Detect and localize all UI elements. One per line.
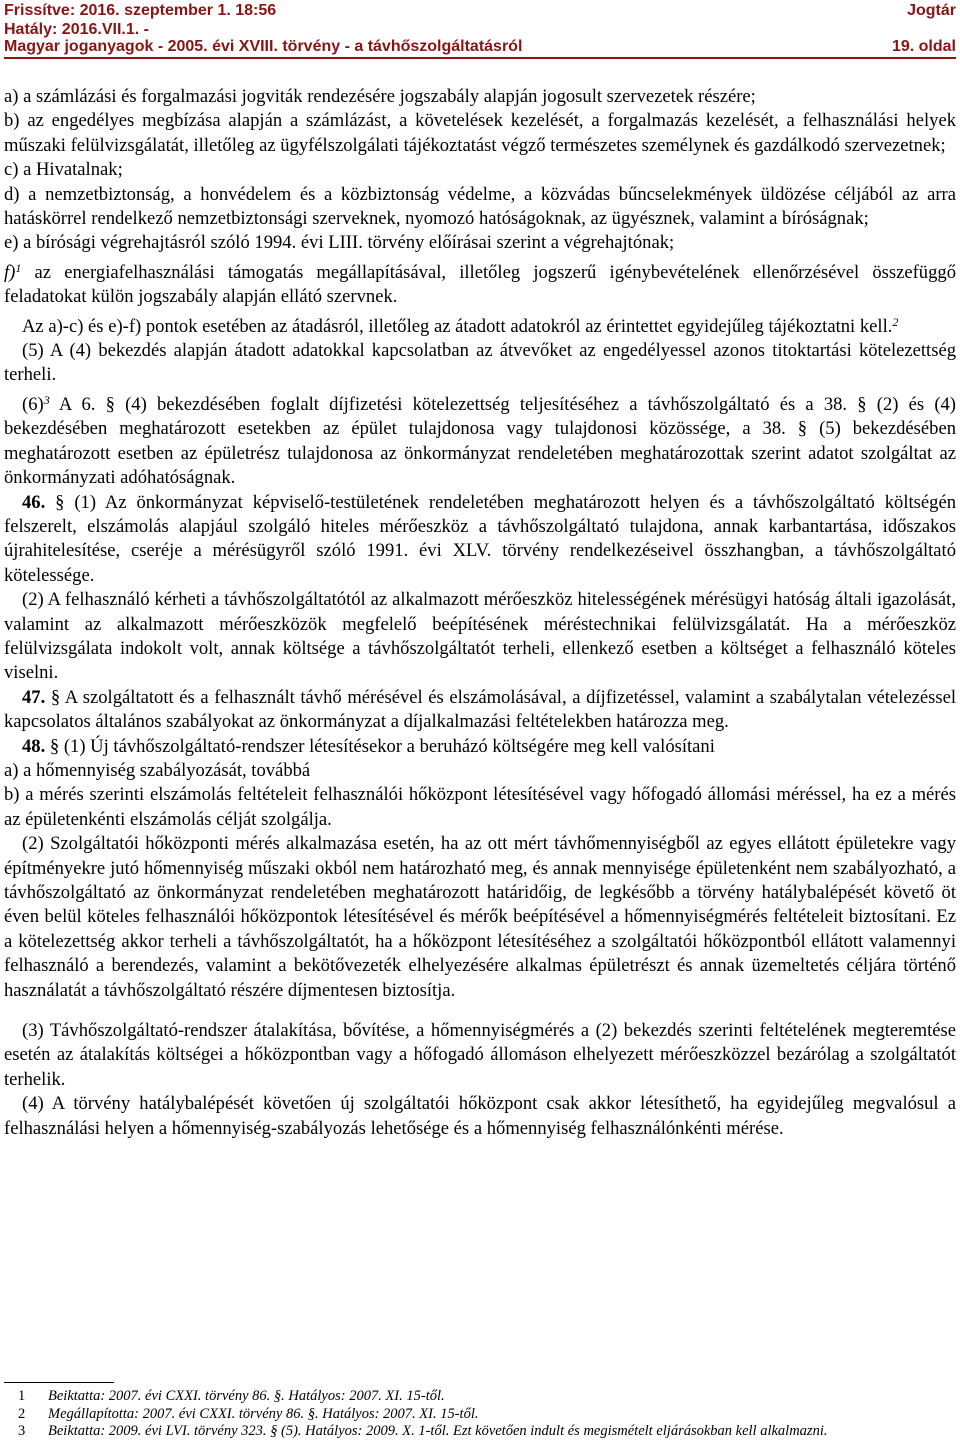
paragraph-f: f)$^1$ az energiafelhasználási támogatás megállapításával, illetőleg jogszerű igénybevételének ellenőrzésével összefüggő feladatokat külön jogszabály alapján ellátó szervnek. — [4, 260, 956, 308]
footnotes — [4, 1388, 956, 1441]
paragraph-a: a) a számlázási és forgalmazási jogviták rendezésére jogszabály alapján jogosult szervezetek részére; — [4, 86, 756, 107]
footnote-item: 1 Beiktatta: 2007. évi CXXI. törvény 86. §. Hatályos: 2007. XI. 15-től. — [18, 1388, 445, 1404]
footnote-item: 3 Beiktatta: 2009. évi LVI. törvény 323. § (5). Hatályos: 2009. X. 1-től. Ezt követően indult és megismételt eljárásokban kell alkalmazni. — [18, 1423, 828, 1439]
section-48-point-a: a) a hőmennyiség szabályozását, továbbá — [4, 759, 311, 781]
section-48-paragraph-3: (3) Távhőszolgáltató-rendszer átalakítása, bővítése, a hőmennyiségmérés a (2) bekezdés szerinti feltételének megteremtése esetén az átalakítás költségei a hőközpontban vagy a hőfogadó állomáson elhelyezett mérőeszközzel bezárólag a szolgáltatót terhelik. — [4, 1020, 956, 1090]
document-body — [4, 85, 956, 1141]
footnote-divider — [4, 1382, 114, 1383]
section-48: 48. § (1) Új távhőszolgáltató-rendszer létesítésekor a beruházó költségére meg kell valósítani — [22, 735, 715, 757]
section-46: 46. § (1) Az önkormányzat képviselő-testületének rendeletében meghatározott helyen és a távhőszolgáltató költségén felszerelt, elszámolás alapjául szolgáló hiteles mérőeszköz a távhőszolgáltató tulajdona, annak karbantartása, időszakos újrahitelesítése, cseréje a mérésügyről szóló 1991. évi XLV. törvény rendelkezéseivel összhangban, a távhőszolgáltató kötelessége. — [4, 491, 956, 586]
paragraph-d: d) a nemzetbiztonság, a honvédelem és a közbiztonság védelme, a közvádas bűncselekmények üldözése céljából az arra hatáskörrel rendelkező nemzetbiztonsági szerveknek, nyomozó hatóságoknak, az ügyésznek, valamint a bíróságnak; — [4, 183, 956, 230]
validity-range: Hatály: 2016.VII.1. - — [4, 21, 149, 38]
paragraph-5: (5) A (4) bekezdés alapján átadott adatokkal kapcsolatban az átvevőket az engedélyessel azonos titoktartási kötelezettség terheli. — [4, 340, 956, 386]
section-number: 47. — [22, 686, 46, 708]
paragraph-e: e) a bírósági végrehajtásról szóló 1994. évi LIII. törvény előírásai szerint a végrehajtónak; — [4, 232, 675, 254]
section-48-paragraph-2: (2) Szolgáltatói hőközponti mérés alkalmazása esetén, ha az ott mért távhőmennyiségből az egyes ellátott épületekre vagy építményekre jutó hőmennyiség műszaki okból nem határozható meg, és annak mennyisége épületenként nem szabályozható, a távhőszolgáltató az önkormányzat rendeletében meghatározott határidőig, de legkésőbb a törvény hatálybalépését követő öt éven belül köteles felhasználói hőközpontok létesítésével és mérők beépítésével a hőmennyiségmérés feltételeit biztosítani. Ez a kötelezettség akkor terheli a távhőszolgáltatót, ha a hőközpont létesítéséhez a szolgáltatói hőközpontból ellátott valamennyi felhasználó a berendezés, valamint a bekötővezeték elhelyezésére alkalmas épületrészt és annak üzemeltetés céljára történő használatát a távhőszolgáltató részére díjmentesen biztosítja. — [4, 833, 956, 1001]
footnote-item: 2 Megállapította: 2007. évi CXXI. törvény 86. §. Hatályos: 2007. XI. 15-től. — [18, 1405, 479, 1422]
paragraph-b: b) az engedélyes megbízása alapján a számlázást, a követelések kezelését, a forgalmazás kezelését, a felhasználási helyek műszaki felülvizsgálatát, illetőleg az ügyfélszolgálati tájékoztatást végző természetes személynek és gazdálkodó szervezetnek; — [4, 110, 956, 156]
section-48-paragraph-4: (4) A törvény hatálybalépését követően új szolgáltatói hőközpont csak akkor létesíthető, ha egyidejűleg megvalósul a felhasználási helyen a hőmennyiség-szabályozás lehetősége és a hőmennyiség felhasználónkénti mérése. — [4, 1093, 956, 1139]
section-48-point-b: b) a mérés szerinti elszámolás feltételeit felhasználói hőközpont létesítésével vagy hőfogadó állomási méréssel, ha ez a mérés az épületenkénti elszámolás célját szolgálja. — [4, 784, 956, 830]
paragraph-c: c) a Hivatalnak; — [4, 159, 123, 181]
footnote-ref-1[interactable]: 1 — [15, 260, 22, 275]
updated-timestamp: Frissítve: 2016. szeptember 1. 18:56 — [4, 2, 277, 19]
section-46-paragraph-2: (2) A felhasználó kérheti a távhőszolgáltatótól az alkalmazott mérőeszköz hitelességének mérésügyi hatóság általi igazolását, valamint az alkalmazott mérőeszközök megfelelő beépítésének méréstechnikai felülvizsgálatát. Ha a mérőeszköz felülvizsgálata indokolt volt, annak költsége a távhőszolgáltatót terheli, ellenkező esetben a költséget a felhasználó köteles viselni. — [4, 589, 956, 684]
header-divider — [4, 57, 956, 59]
law-title: Magyar joganyagok - 2005. évi XVIII. törvény - a távhőszolgáltatásról — [4, 38, 523, 55]
footnote-ref-3[interactable]: 3 — [43, 392, 50, 407]
page-number: 19. oldal — [891, 38, 956, 55]
brand-label: Jogtár — [907, 2, 956, 19]
section-number: 46. — [22, 491, 46, 513]
page-header — [0, 0, 960, 60]
paragraph-6: (6)$^3$ A 6. § (4) bekezdésében foglalt díjfizetési kötelezettség teljesítéséhez a távhőszolgáltató és a 38. § (2) és (4) bekezdésében meghatározott esetekben az épület tulajdonosa vagy tulajdonosi közössége, a 38. § (5) bekezdésében meghatározott esetben az épületrész tulajdonosa az önkormányzat rendeletében meghatározottak szerint adatot szolgáltat az önkormányzati adóhatóságnak. — [4, 392, 956, 489]
section-number: 48. — [22, 735, 46, 757]
section-47: 47. § A szolgáltatott és a felhasznált távhő mérésével és elszámolásával, a díjfizetéssel, valamint a szabálytalan vételezéssel kapcsolatos általános szabályokat az önkormányzat a díjalkalmazási feltételekben határozza meg. — [4, 686, 956, 733]
footnote-ref-2[interactable]: 2 — [892, 314, 899, 329]
paragraph-notice: Az a)-c) és e)-f) pontok esetében az átadásról, illetőleg az átadott adatokról az érintettet egyidejűleg tájékoztatni kell.$^2$ — [22, 314, 899, 337]
